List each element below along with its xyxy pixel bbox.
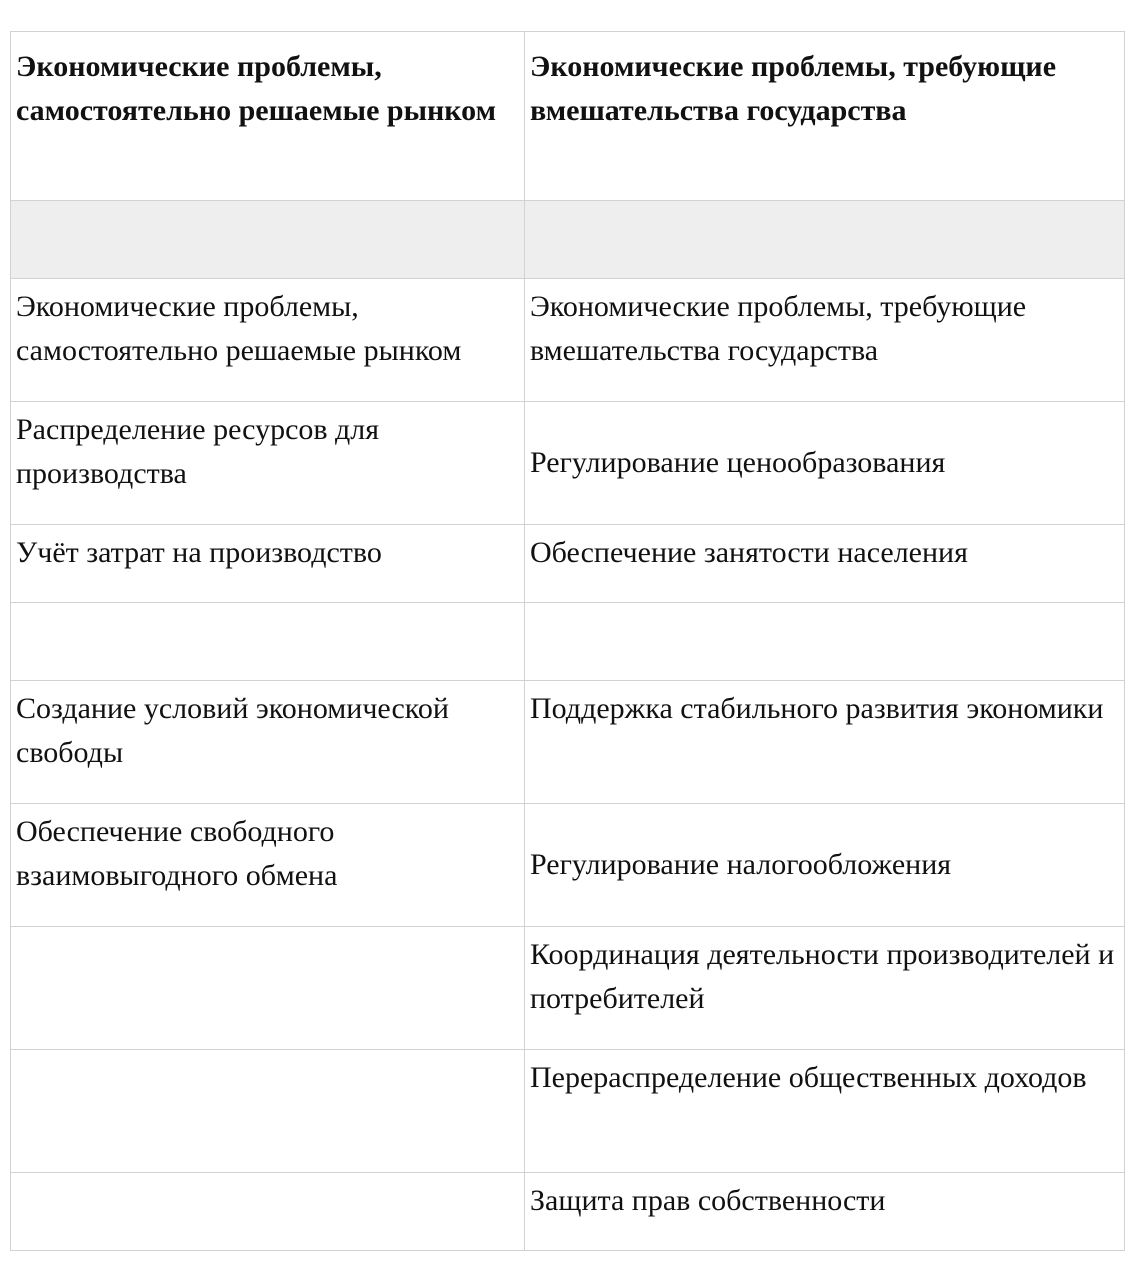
table-header-row: [11, 32, 1125, 201]
table-row: [11, 279, 1125, 402]
table-row: [11, 927, 1125, 1050]
header-cell-market: Экономические проблемы, самостоятельно решаемые рынком: [11, 32, 525, 201]
table-cell-market: [11, 1050, 525, 1173]
table-cell-market: Экономические проблемы, самостоятельно решаемые рынком: [11, 279, 525, 402]
table-cell-market: Учёт затрат на производство: [11, 525, 525, 603]
table-cell-state: Экономические проблемы, требующие вмешательства государства: [525, 279, 1125, 402]
table-row: [11, 402, 1125, 525]
table-row: [11, 681, 1125, 804]
table-cell-state: [525, 201, 1125, 279]
table-cell-market: Создание условий экономической свободы: [11, 681, 525, 804]
header-cell-state: Экономические проблемы, требующие вмешательства государства: [525, 32, 1125, 201]
table-row: [11, 525, 1125, 603]
table-cell-market: [11, 927, 525, 1050]
table-cell-market: [11, 603, 525, 681]
table-cell-market: [11, 1173, 525, 1251]
table-row: [11, 603, 1125, 681]
comparison-table: [10, 31, 1125, 1251]
table-cell-market: Обеспечение свободного взаимовыгодного обмена: [11, 804, 525, 927]
table-cell-market: [11, 201, 525, 279]
table-cell-market: Распределение ресурсов для производства: [11, 402, 525, 525]
table-row: [11, 1173, 1125, 1251]
table-row: [11, 804, 1125, 927]
table-cell-state: Перераспределение общественных доходов: [525, 1050, 1125, 1173]
table-cell-state: Защита прав собственности: [525, 1173, 1125, 1251]
table-cell-state: [525, 603, 1125, 681]
table-cell-state: Поддержка стабильного развития экономики: [525, 681, 1125, 804]
table-cell-state: Обеспечение занятости населения: [525, 525, 1125, 603]
table-cell-state: Регулирование ценообразования: [525, 402, 1125, 525]
table-cell-state: Координация деятельности производителей и потребителей: [525, 927, 1125, 1050]
table-row: [11, 201, 1125, 279]
table-cell-state: Регулирование налогообложения: [525, 804, 1125, 927]
table-row: [11, 1050, 1125, 1173]
